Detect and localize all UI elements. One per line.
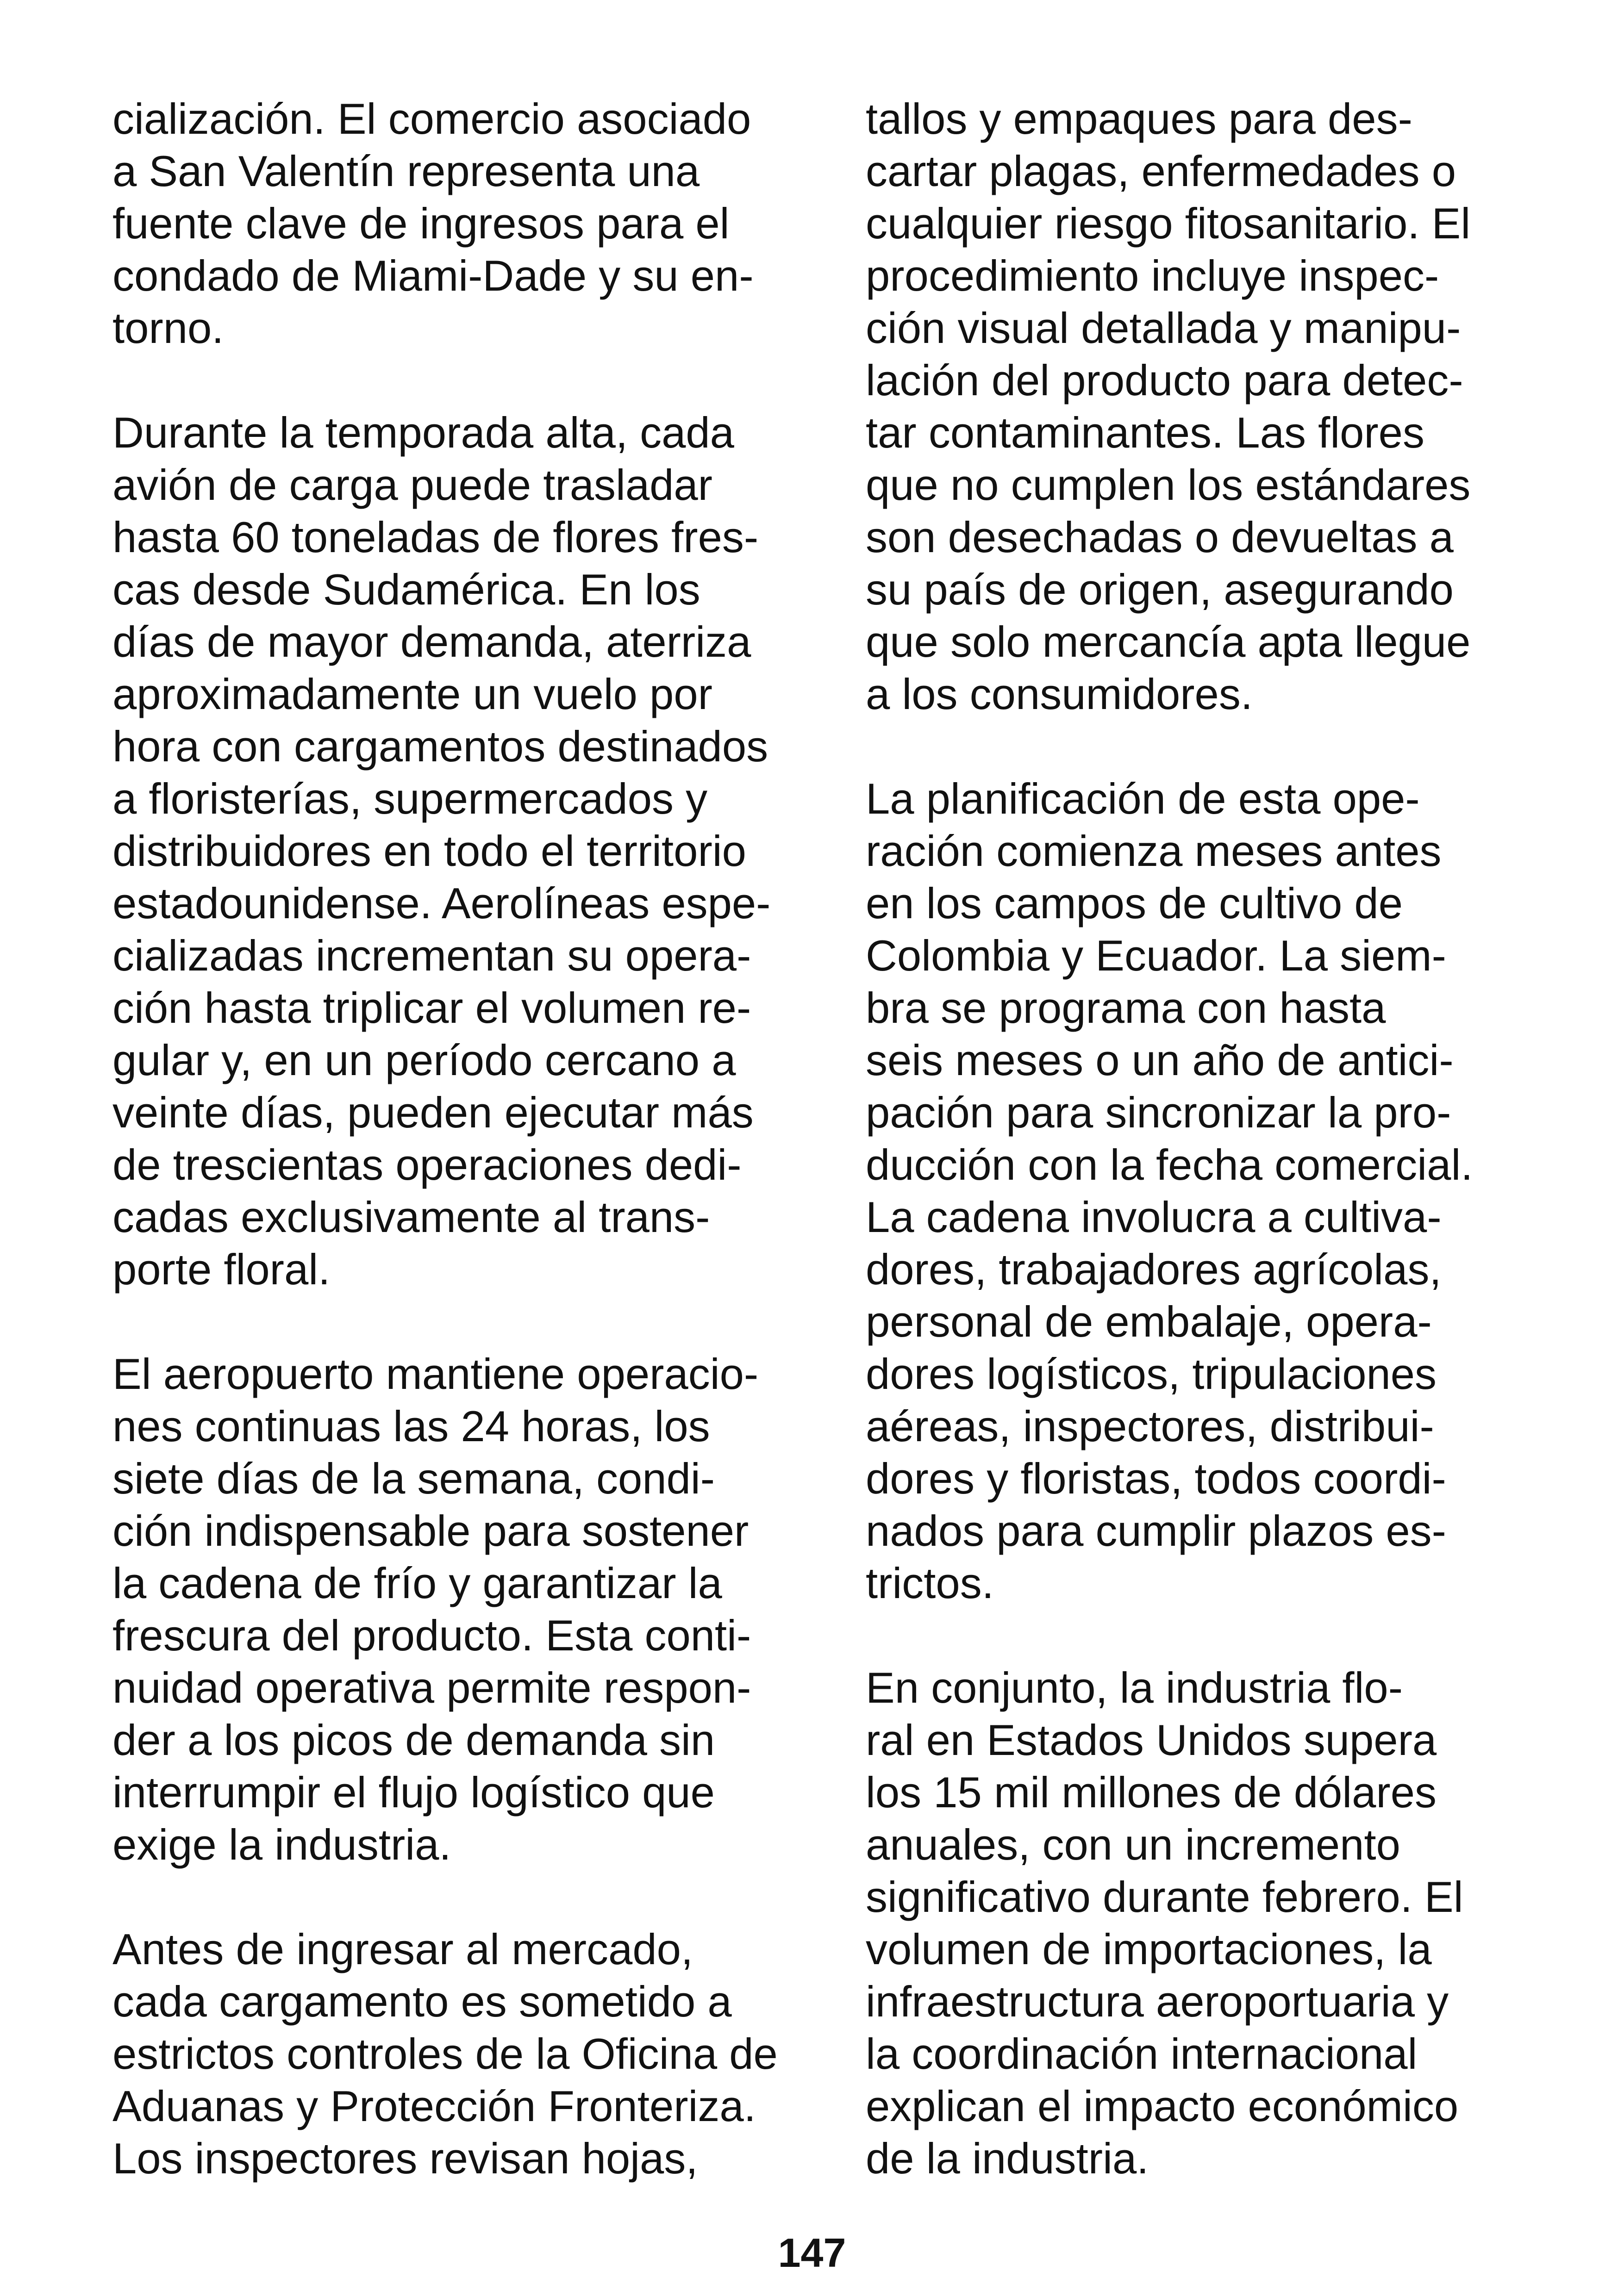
paragraph <box>866 93 1588 720</box>
text-line: a los consumidores. <box>866 670 1253 718</box>
text-line: anuales, con un incremento <box>866 1820 1400 1869</box>
text-line: nados para cumplir plazos es- <box>866 1506 1446 1555</box>
text-line: a floristerías, supermercados y <box>112 774 708 823</box>
text-line: de la industria. <box>866 2134 1149 2183</box>
text-line: interrumpir el flujo logístico que <box>112 1768 715 1817</box>
text-line: cada cargamento es sometido a <box>112 1977 732 2026</box>
text-line: significativo durante febrero. El <box>866 1873 1463 1921</box>
text-line: ción indispensable para sostener <box>112 1506 749 1555</box>
text-line: Colombia y Ecuador. La siem- <box>866 931 1446 980</box>
text-line: pación para sincronizar la pro- <box>866 1088 1451 1137</box>
text-line: que solo mercancía apta llegue <box>866 617 1471 666</box>
text-line: der a los picos de demanda sin <box>112 1716 715 1764</box>
text-line: infraestructura aeroportuaria y <box>866 1977 1449 2026</box>
paragraph <box>112 1348 835 1871</box>
text-line: la cadena de frío y garantizar la <box>112 1559 722 1607</box>
text-line: ral en Estados Unidos supera <box>866 1716 1437 1764</box>
text-line: Durante la temporada alta, cada <box>112 408 734 457</box>
text-line: Aduanas y Protección Fronteriza. <box>112 2082 756 2130</box>
text-line: trictos. <box>866 1559 994 1607</box>
text-line: estadounidense. Aerolíneas espe- <box>112 879 771 927</box>
text-line: fuente clave de ingresos para el <box>112 199 730 248</box>
text-line: personal de embalaje, opera- <box>866 1297 1432 1346</box>
text-line: cializadas incrementan su opera- <box>112 931 751 980</box>
text-line: veinte días, pueden ejecutar más <box>112 1088 754 1137</box>
text-line: los 15 mil millones de dólares <box>866 1768 1437 1817</box>
text-line: de trescientas operaciones dedi- <box>112 1140 742 1189</box>
text-line: cartar plagas, enfermedades o <box>866 147 1456 195</box>
text-line: frescura del producto. Esta conti- <box>112 1611 751 1660</box>
text-line: cadas exclusivamente al trans- <box>112 1193 710 1241</box>
text-line: tar contaminantes. Las flores <box>866 408 1424 457</box>
text-line: aproximadamente un vuelo por <box>112 670 712 718</box>
text-line: En conjunto, la industria flo- <box>866 1663 1403 1712</box>
text-line: volumen de importaciones, la <box>866 1925 1432 1973</box>
text-line: que no cumplen los estándares <box>866 460 1471 509</box>
text-line: Los inspectores revisan hojas, <box>112 2134 698 2183</box>
text-line: tallos y empaques para des- <box>866 94 1412 143</box>
text-line: ción visual detallada y manipu- <box>866 304 1461 352</box>
text-line: condado de Miami-Dade y su en- <box>112 251 754 300</box>
text-line: explican el impacto económico <box>866 2082 1459 2130</box>
text-line: porte floral. <box>112 1245 331 1294</box>
text-line: días de mayor demanda, aterriza <box>112 617 751 666</box>
paragraph <box>866 772 1588 1609</box>
text-line: avión de carga puede trasladar <box>112 460 712 509</box>
text-line: estrictos controles de la Oficina de <box>112 2029 778 2078</box>
text-line: ción hasta triplicar el volumen re- <box>112 983 751 1032</box>
text-line: hora con cargamentos destinados <box>112 722 768 771</box>
text-line: cas desde Sudamérica. En los <box>112 565 700 614</box>
text-line: la coordinación internacional <box>866 2029 1418 2078</box>
text-line: bra se programa con hasta <box>866 983 1386 1032</box>
text-line: procedimiento incluye inspec- <box>866 251 1439 300</box>
text-line: seis meses o un año de antici- <box>866 1036 1454 1084</box>
text-line: ducción con la fecha comercial. <box>866 1140 1473 1189</box>
text-line: gular y, en un período cercano a <box>112 1036 736 1084</box>
text-line: La planificación de esta ope- <box>866 774 1420 823</box>
text-line: siete días de la semana, condi- <box>112 1454 715 1503</box>
left-column <box>112 93 835 2237</box>
text-line: dores, trabajadores agrícolas, <box>866 1245 1442 1294</box>
text-line: ración comienza meses antes <box>866 827 1442 875</box>
page-number: 147 <box>778 2230 846 2276</box>
text-line: son desechadas o devueltas a <box>866 513 1454 561</box>
text-line: Antes de ingresar al mercado, <box>112 1925 693 1973</box>
text-line: nes continuas las 24 horas, los <box>112 1402 710 1450</box>
paragraph <box>112 1923 835 2184</box>
text-line: La cadena involucra a cultiva- <box>866 1193 1442 1241</box>
text-line: aéreas, inspectores, distribui- <box>866 1402 1434 1450</box>
text-line: torno. <box>112 304 224 352</box>
right-column <box>866 93 1588 2237</box>
text-line: a San Valentín representa una <box>112 147 700 195</box>
paragraph <box>112 406 835 1295</box>
text-line: lación del producto para detec- <box>866 356 1463 404</box>
text-line: hasta 60 toneladas de flores fres- <box>112 513 759 561</box>
text-line: cialización. El comercio asociado <box>112 94 751 143</box>
text-line: nuidad operativa permite respon- <box>112 1663 751 1712</box>
text-line: dores y floristas, todos coordi- <box>866 1454 1446 1503</box>
paragraph <box>866 1661 1588 2184</box>
text-line: distribuidores en todo el territorio <box>112 827 746 875</box>
text-line: exige la industria. <box>112 1820 451 1869</box>
text-line: su país de origen, asegurando <box>866 565 1454 614</box>
paragraph <box>112 93 835 354</box>
text-line: dores logísticos, tripulaciones <box>866 1350 1437 1398</box>
text-line: El aeropuerto mantiene operacio- <box>112 1350 759 1398</box>
text-line: en los campos de cultivo de <box>866 879 1403 927</box>
text-line: cualquier riesgo fitosanitario. El <box>866 199 1471 248</box>
